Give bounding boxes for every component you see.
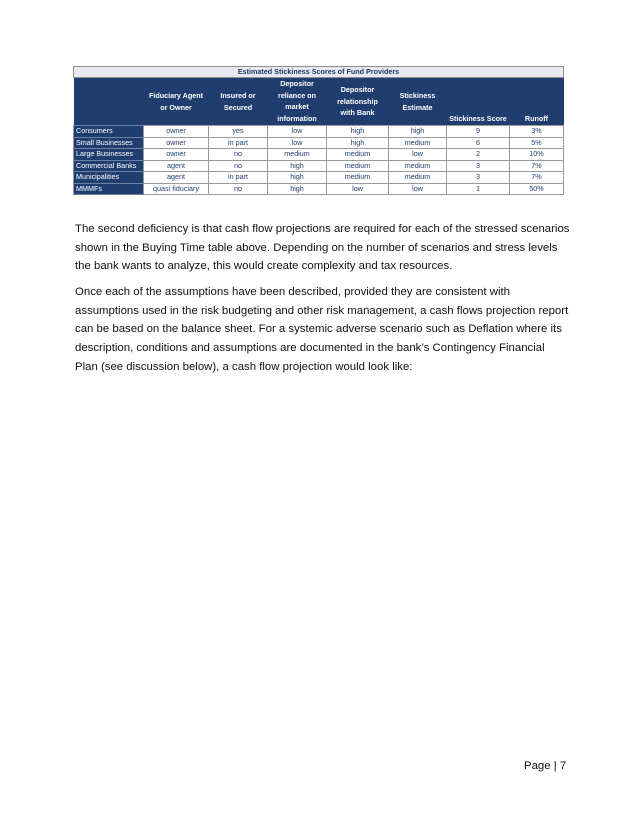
table-cell: low: [389, 149, 447, 161]
page-number: Page | 7: [524, 760, 567, 772]
table-cell: medium: [389, 160, 447, 172]
table-cell: no: [209, 160, 268, 172]
row-header: Commercial Banks: [74, 160, 144, 172]
column-header: Insured or Secured: [209, 78, 268, 126]
table-cell: owner: [144, 149, 209, 161]
table-cell: owner: [144, 137, 209, 149]
table-cell: 1: [447, 183, 510, 195]
table-cell: 3%: [510, 126, 564, 138]
table-cell: low: [268, 126, 327, 138]
table-cell: in part: [209, 172, 268, 184]
body-text: [75, 220, 570, 384]
column-header: Fiduciary Agent or Owner: [144, 78, 209, 126]
table-cell: medium: [389, 137, 447, 149]
row-header: MMMFs: [74, 183, 144, 195]
row-header: Consumers: [74, 126, 144, 138]
table-cell: 3: [447, 172, 510, 184]
table-row: [74, 137, 564, 149]
table-row: [74, 183, 564, 195]
stickiness-table-container: [73, 66, 563, 195]
table-cell: yes: [209, 126, 268, 138]
table-cell: owner: [144, 126, 209, 138]
table-cell: high: [268, 172, 327, 184]
table-cell: 9: [447, 126, 510, 138]
table-cell: medium: [389, 172, 447, 184]
table-cell: 6: [447, 137, 510, 149]
table-cell: high: [327, 126, 389, 138]
row-header: Large Businesses: [74, 149, 144, 161]
table-row: [74, 172, 564, 184]
table-row: [74, 160, 564, 172]
stickiness-table: [73, 66, 564, 195]
table-title-row: [74, 67, 564, 78]
column-header: Stickiness Score: [447, 78, 510, 126]
table-cell: high: [268, 160, 327, 172]
table-cell: low: [268, 137, 327, 149]
table-cell: low: [327, 183, 389, 195]
table-cell: 10%: [510, 149, 564, 161]
table-cell: 7%: [510, 172, 564, 184]
table-cell: 50%: [510, 183, 564, 195]
column-header: Runoff: [510, 78, 564, 126]
table-row: [74, 149, 564, 161]
table-row: [74, 126, 564, 138]
table-cell: 3: [447, 160, 510, 172]
column-header: Stickiness Estimate: [389, 78, 447, 126]
row-header: Small Businesses: [74, 137, 144, 149]
column-header: [74, 78, 144, 126]
table-cell: 7%: [510, 160, 564, 172]
table-cell: high: [268, 183, 327, 195]
table-cell: 5%: [510, 137, 564, 149]
paragraph: The second deficiency is that cash flow projections are required for each of the stressed scenarios shown in the Buying Time table above. Depending on the number of scenarios and stress levels the bank wants to analyze, this would create complexity and tax resources.: [75, 223, 570, 273]
column-header: Depositor reliance on market information: [268, 78, 327, 126]
table-cell: medium: [327, 149, 389, 161]
table-cell: quasi fiduciary: [144, 183, 209, 195]
table-header-row: [74, 78, 564, 126]
table-cell: high: [327, 137, 389, 149]
table-cell: medium: [268, 149, 327, 161]
table-cell: low: [389, 183, 447, 195]
table-cell: agent: [144, 172, 209, 184]
table-title: Estimated Stickiness Scores of Fund Providers: [74, 67, 564, 78]
table-cell: high: [389, 126, 447, 138]
table-cell: agent: [144, 160, 209, 172]
table-cell: in part: [209, 137, 268, 149]
table-cell: 2: [447, 149, 510, 161]
table-cell: no: [209, 149, 268, 161]
table-cell: medium: [327, 160, 389, 172]
paragraph: Once each of the assumptions have been described, provided they are consistent with assumptions used in the risk budgeting and other risk management, a cash flows projection report can be based on the balance sheet. For a systemic adverse scenario such as Deflation where its description, conditions and assumptions are documented in the bank’s Contingency Financial Plan (see discussion below), a cash flow projection would look like:: [75, 286, 569, 373]
table-cell: medium: [327, 172, 389, 184]
row-header: Municipalities: [74, 172, 144, 184]
table-cell: no: [209, 183, 268, 195]
column-header: Depositor relationship with Bank: [327, 78, 389, 126]
